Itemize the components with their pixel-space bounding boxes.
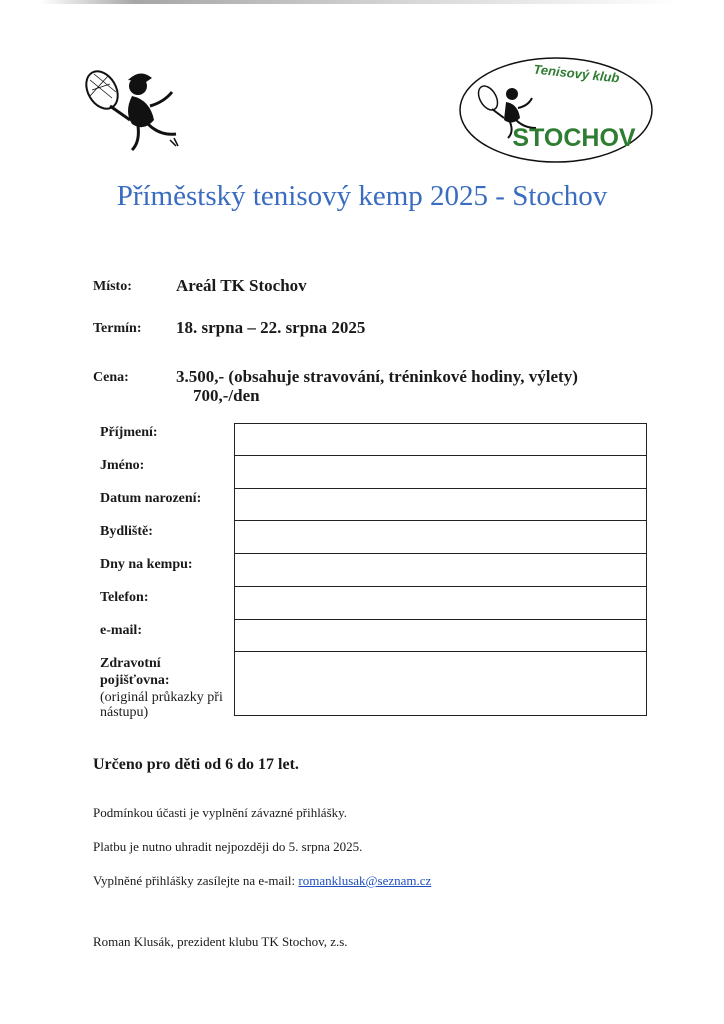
- price-per-day: 700,-/den: [193, 386, 260, 405]
- form-cell-name[interactable]: [234, 488, 647, 489]
- field-label-name: Jméno:: [100, 458, 145, 473]
- place-label: Místo:: [93, 279, 132, 294]
- form-cell-email[interactable]: [234, 651, 647, 652]
- club-badge-logo: [456, 54, 656, 166]
- form-cell-days[interactable]: [234, 586, 647, 587]
- age-note: Určeno pro děti od 6 do 17 let.: [93, 756, 299, 773]
- email-link[interactable]: romanklusak@seznam.cz: [298, 873, 432, 888]
- form-cell-phone[interactable]: [234, 619, 647, 620]
- form-cell-surname[interactable]: [234, 455, 647, 456]
- insurance-note-2: nástupu): [100, 705, 149, 720]
- insurance-note: (originál průkazky při: [100, 690, 223, 705]
- send-note-text: Vyplněné přihlášky zasílejte na e-mail:: [93, 873, 299, 888]
- field-label-surname: Příjmení:: [100, 425, 158, 440]
- field-label-email: e-mail:: [100, 623, 142, 638]
- payment-note: Platbu je nutno uhradit nejpozději do 5. srpna 2025.: [93, 839, 363, 854]
- scan-artifact: [40, 0, 680, 4]
- place-value: Areál TK Stochov: [176, 276, 307, 295]
- form-cell-birthdate[interactable]: [234, 520, 647, 521]
- field-label-insurance: Zdravotní: [100, 656, 161, 671]
- date-value: 18. srpna – 22. srpna 2025: [176, 318, 366, 337]
- send-note: [93, 873, 431, 889]
- field-label-days: Dny na kempu:: [100, 557, 193, 572]
- page-title: Příměstský tenisový kemp 2025 - Stochov: [116, 180, 608, 212]
- condition-note: Podmínkou účasti je vyplnění závazné přihlášky.: [93, 805, 348, 820]
- field-label-birthdate: Datum narození:: [100, 491, 202, 506]
- tennis-player-logo: [80, 62, 190, 157]
- form-cell-address[interactable]: [234, 553, 647, 554]
- price-value: 3.500,- (obsahuje stravování, tréninkové hodiny, výlety): [176, 367, 578, 386]
- field-label-phone: Telefon:: [100, 590, 149, 605]
- signature: Roman Klusák, prezident klubu TK Stochov, z.s.: [93, 934, 348, 949]
- field-label-insurance-2: pojišťovna:: [100, 673, 170, 688]
- price-label: Cena:: [93, 370, 129, 385]
- badge-town: STOCHOV: [512, 124, 636, 152]
- form-table: [234, 423, 647, 716]
- date-label: Termín:: [93, 321, 142, 336]
- badge-club-name: Tenisový klub: [532, 61, 621, 86]
- field-label-address: Bydliště:: [100, 524, 153, 539]
